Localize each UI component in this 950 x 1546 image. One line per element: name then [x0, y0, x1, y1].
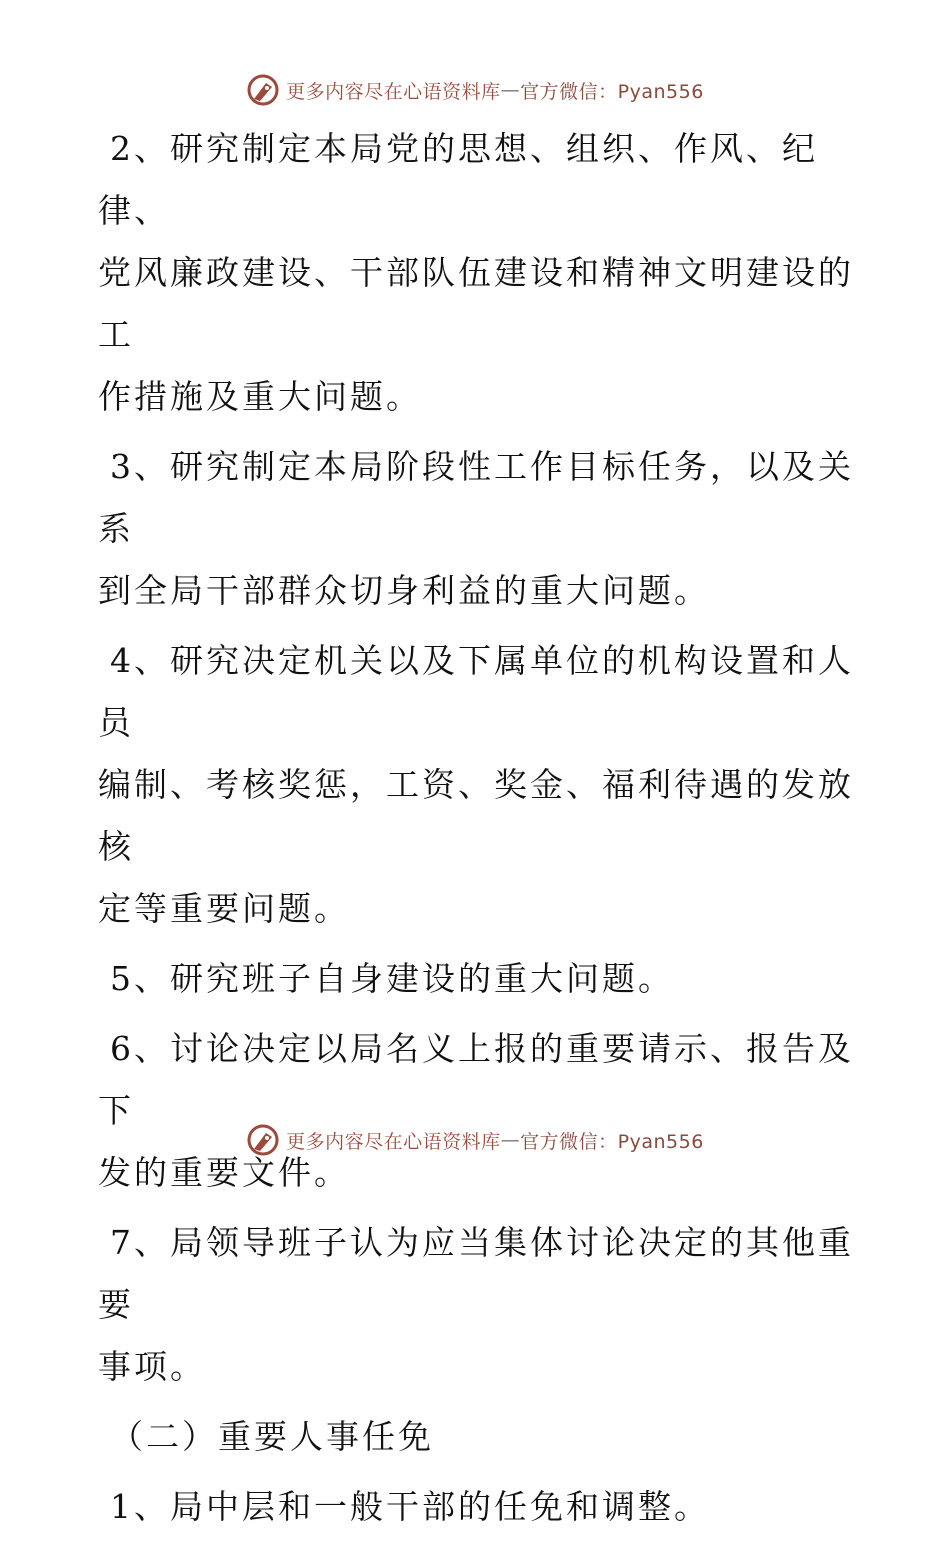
paragraph-3: 3、研究制定本局阶段性工作目标任务，以及关系 到全局干部群众切身利益的重大问题。 — [98, 447, 854, 610]
paragraph-2: 2、研究制定本局党的思想、组织、作风、纪律、 党风廉政建设、干部队伍建设和精神文明建设的工 作措施及重大问题。 — [98, 129, 854, 416]
footer-watermark — [0, 1123, 950, 1157]
watermark-text: 更多内容尽在心语资料库 — [286, 1130, 501, 1153]
paragraph-4: 4、研究决定机关以及下属单位的机构设置和人员 编制、考核奖惩，工资、奖金、福利待遇的发放核 定等重要问题。 — [98, 641, 854, 928]
watermark-separator: — — [500, 1129, 521, 1151]
watermark-suffix: 官方微信：Pyan556 — [520, 1130, 704, 1153]
watermark-text: 更多内容尽在心语资料库 — [286, 80, 501, 103]
paragraph-personnel-1: 1、局中层和一般干部的任免和调整。 — [110, 1487, 710, 1526]
watermark-separator: — — [500, 79, 521, 101]
document-body — [98, 118, 858, 1546]
section-heading: （二）重要人事任免 — [110, 1417, 434, 1456]
paragraph-6: 6、讨论决定以局名义上报的重要请示、报告及下 发的重要文件。 — [98, 1029, 854, 1192]
paragraph-5: 5、研究班子自身建设的重大问题。 — [110, 959, 674, 998]
header-watermark — [0, 73, 950, 107]
pen-nib-logo-icon — [246, 1123, 280, 1157]
pen-nib-logo-icon — [246, 73, 280, 107]
watermark-suffix: 官方微信：Pyan556 — [520, 80, 704, 103]
paragraph-7: 7、局领导班子认为应当集体讨论决定的其他重要 事项。 — [98, 1223, 854, 1386]
